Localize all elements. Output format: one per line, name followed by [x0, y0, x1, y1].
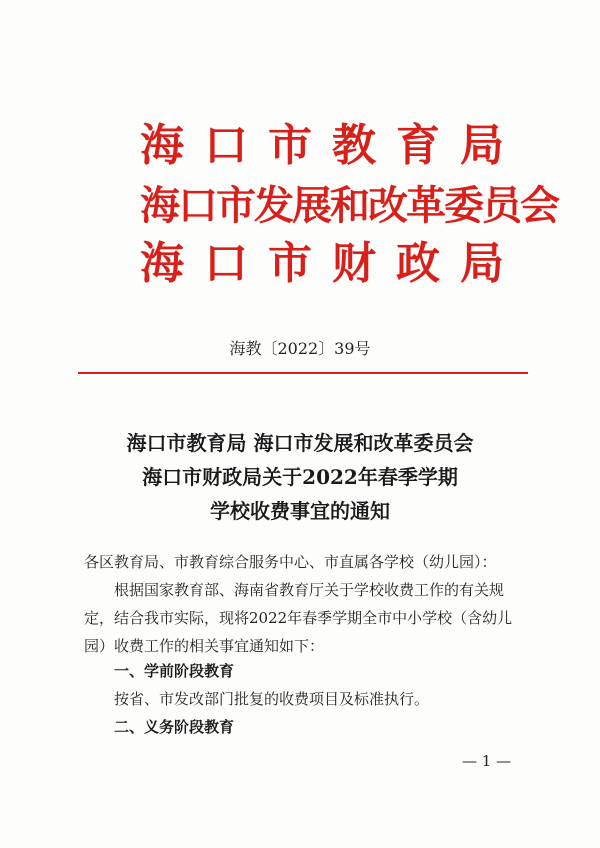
- intro-paragraph: 根据国家教育部、海南省教育厅关于学校收费工作的有关规定，结合我市实际，现将2022年春季学期全市中小学校（含幼儿园）收费工作的相关事宜通知如下：: [84, 581, 513, 655]
- red-divider-line: [78, 372, 528, 374]
- issuer-development-reform-commission: 海口市发展和改革委员会: [140, 182, 558, 229]
- issuer-finance-bureau: 海口市财政局: [140, 238, 524, 289]
- title-line-2: 海口市财政局关于2022年春季学期: [142, 465, 458, 489]
- section-heading-compulsory: 二、义务阶段教育: [114, 718, 235, 736]
- salutation: 各区教育局、市教育综合服务中心、市直属各学校（幼儿园）：: [84, 553, 497, 571]
- title-line-3: 学校收费事宜的通知: [210, 499, 390, 523]
- section-preschool-text: 按省、市发改部门批复的收费项目及标准执行。: [114, 690, 430, 708]
- page-number: — 1 —: [462, 752, 512, 770]
- issuer-education-bureau: 海口市教育局: [140, 120, 524, 171]
- document-number: 海教〔2022〕39号: [229, 339, 371, 358]
- title-line-1: 海口市教育局 海口市发展和改革委员会: [126, 431, 474, 455]
- section-heading-preschool: 一、学前阶段教育: [114, 662, 235, 680]
- document-title: [0, 426, 600, 528]
